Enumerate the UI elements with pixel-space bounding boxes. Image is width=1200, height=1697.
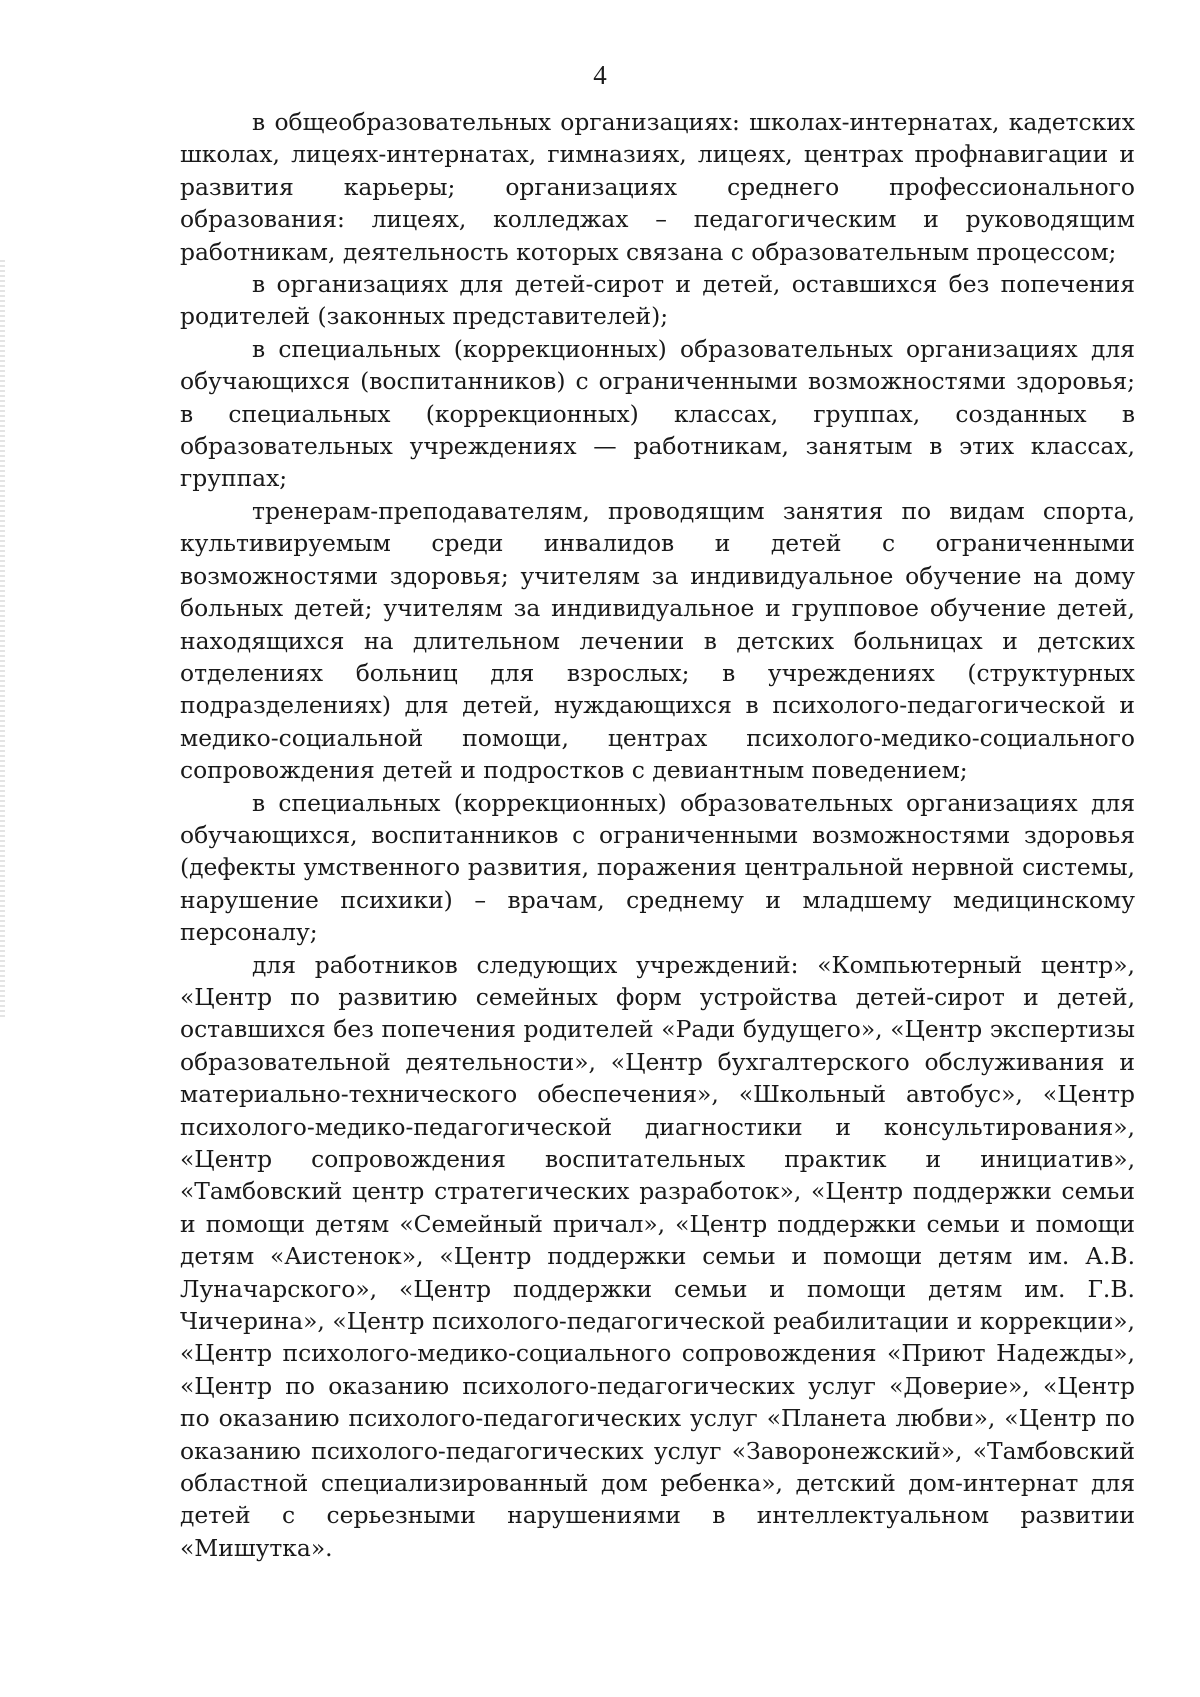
paragraph-institutions-list: для работников следующих учреждений: «Компьютерный центр», «Центр по развитию семейных форм устройства детей-сирот и детей, оставшихся без попечения родителей «Ради будущего», «Центр экспертизы образовательной деятельности», «Центр бухгалтерского обслуживания и материально-технического обеспечения», «Школьный автобус», «Центр психолого-медико-педагогической диагностики и консультирования», «Центр сопровождения воспитательных практик и инициатив», «Тамбовский центр стратегических разработок», «Центр поддержки семьи и помощи детям «Семейный причал», «Центр поддержки семьи и помощи детям «Аистенок», «Центр поддержки семьи и помощи детям им. А.В. Луначарского», «Центр поддержки семьи и помощи детям им. Г.В. Чичерина», «Центр психолого-педагогической реабилитации и коррекции», «Центр психолого-медико-социального сопровождения «Приют Надежды», «Центр по оказанию психолого-педагогических услуг «Доверие», «Центр по оказанию психолого-педагогических услуг «Планета любви», «Центр по оказанию психолого-педагогических услуг «Заворонежский», «Тамбовский областной специализированный дом ребенка», детский дом-интернат для детей с серьезными нарушениями в интеллектуальном развитии «Мишутка». <box>180 950 1135 1562</box>
paragraph-orphan-organizations: в организациях для детей-сирот и детей, оставшихся без попечения родителей (законных представителей); <box>180 270 1135 331</box>
body-text <box>180 106 1135 1564</box>
paragraph-medical-staff: в специальных (коррекционных) образовательных организациях для обучающихся, воспитанников с ограниченными возможностями здоровья (дефекты умственного развития, поражения центральной нервной системы, нарушение психики) – врачам, среднему и младшему медицинскому персоналу; <box>180 788 1135 947</box>
paragraph-coaches-teachers: тренерам-преподавателям, проводящим занятия по видам спорта, культивируемым среди инвалидов и детей с ограниченными возможностями здоровья; учителям за индивидуальное обучение на дому больных детей; учителям за индивидуальное и групповое обучение детей, находящихся на длительном лечении в детских больницах и детских отделениях больниц для взрослых; в учреждениях (структурных подразделениях) для детей, нуждающихся в психолого-педагогической и медико-социальной помощи, центрах психолого-медико-социального сопровождения детей и подростков с девиантным поведением; <box>180 496 1135 785</box>
paragraph-special-correctional: в специальных (коррекционных) образовательных организациях для обучающихся (воспитанников) с ограниченными возможностями здоровья; в специальных (коррекционных) классах, группах, созданных в образовательных учреждениях — работникам, занятым в этих классах, группах; <box>180 334 1135 493</box>
page-number: 4 <box>593 60 607 90</box>
scan-edge-artifact <box>0 260 5 1020</box>
paragraph-general-education: в общеобразовательных организациях: школах-интернатах, кадетских школах, лицеях-интернатах, гимназиях, лицеях, центрах профнавигации и развития карьеры; организациях среднего профессионального образования: лицеях, колледжах – педагогическим и руководящим работникам, деятельность которых связана с образовательным процессом; <box>180 108 1135 266</box>
